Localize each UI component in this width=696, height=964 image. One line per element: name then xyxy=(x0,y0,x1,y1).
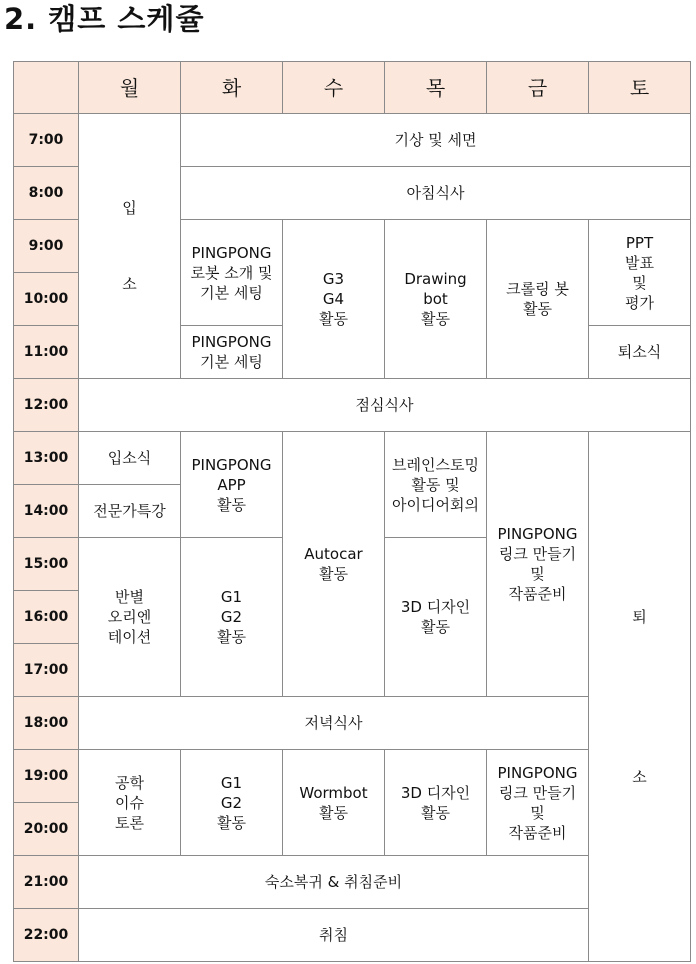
corner-cell xyxy=(14,62,79,114)
ppt-cell: PPT 발표 및 평가 xyxy=(589,220,691,326)
pingpong-link-cell: PINGPONG 링크 만들기 및 작품준비 xyxy=(487,432,589,697)
time-label: 8:00 xyxy=(14,167,79,220)
day-header: 토 xyxy=(589,62,691,114)
time-row xyxy=(14,379,691,432)
discussion-cell: 공학 이슈 토론 xyxy=(79,750,181,856)
closing-ceremony-cell: 퇴소식 xyxy=(589,326,691,379)
time-label: 10:00 xyxy=(14,273,79,326)
checkout-cell: 퇴 소 xyxy=(589,432,691,962)
drawingbot-cell: Drawing bot 활동 xyxy=(385,220,487,379)
time-row xyxy=(14,432,691,485)
pingpong-link-evening-cell: PINGPONG 링크 만들기 및 작품준비 xyxy=(487,750,589,856)
lecture-cell: 전문가특강 xyxy=(79,485,181,538)
g1g2-cell: G1 G2 활동 xyxy=(181,538,283,697)
checkin-cell: 입 소 xyxy=(79,114,181,379)
dinner-cell: 저녁식사 xyxy=(79,697,589,750)
time-label: 17:00 xyxy=(14,644,79,697)
day-header: 목 xyxy=(385,62,487,114)
schedule-table xyxy=(13,61,691,962)
g1g2-evening-cell: G1 G2 활동 xyxy=(181,750,283,856)
page-title: 2. 캠프 스케쥴 xyxy=(4,2,205,36)
return-cell: 숙소복귀 & 취침준비 xyxy=(79,856,589,909)
crawlingbot-cell: 크롤링 봇 활동 xyxy=(487,220,589,379)
breakfast-cell: 아침식사 xyxy=(181,167,691,220)
day-header: 월 xyxy=(79,62,181,114)
pingpong-app-cell: PINGPONG APP 활동 xyxy=(181,432,283,538)
orientation-cell: 반별 오리엔 테이션 xyxy=(79,538,181,697)
time-label: 11:00 xyxy=(14,326,79,379)
autocar-cell: Autocar 활동 xyxy=(283,432,385,697)
day-header: 금 xyxy=(487,62,589,114)
time-label: 14:00 xyxy=(14,485,79,538)
wake-cell: 기상 및 세면 xyxy=(181,114,691,167)
time-label: 19:00 xyxy=(14,750,79,803)
pingpong-setting-cell: PINGPONG 기본 세팅 xyxy=(181,326,283,379)
time-row xyxy=(14,114,691,167)
wormbot-cell: Wormbot 활동 xyxy=(283,750,385,856)
time-label: 16:00 xyxy=(14,591,79,644)
time-label: 22:00 xyxy=(14,909,79,962)
time-label: 9:00 xyxy=(14,220,79,273)
time-label: 15:00 xyxy=(14,538,79,591)
time-label: 7:00 xyxy=(14,114,79,167)
pingpong-intro-cell: PINGPONG 로봇 소개 및 기본 세팅 xyxy=(181,220,283,326)
time-label: 13:00 xyxy=(14,432,79,485)
g3g4-cell: G3 G4 활동 xyxy=(283,220,385,379)
time-label: 21:00 xyxy=(14,856,79,909)
opening-ceremony-cell: 입소식 xyxy=(79,432,181,485)
day-header: 수 xyxy=(283,62,385,114)
day-header: 화 xyxy=(181,62,283,114)
time-label: 20:00 xyxy=(14,803,79,856)
brainstorm-cell: 브레인스토밍 활동 및 아이디어회의 xyxy=(385,432,487,538)
time-label: 12:00 xyxy=(14,379,79,432)
design3d-cell: 3D 디자인 활동 xyxy=(385,538,487,697)
sleep-cell: 취침 xyxy=(79,909,589,962)
time-label: 18:00 xyxy=(14,697,79,750)
design3d-evening-cell: 3D 디자인 활동 xyxy=(385,750,487,856)
lunch-cell: 점심식사 xyxy=(79,379,691,432)
header-row xyxy=(14,62,691,114)
